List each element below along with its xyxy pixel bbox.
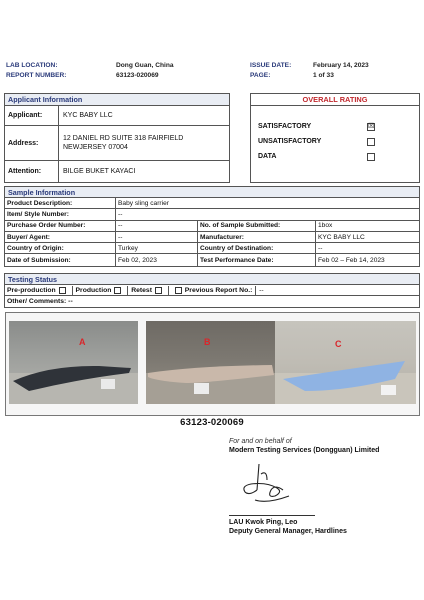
testing-status-table xyxy=(4,273,420,308)
attention-value: BILGE BUKET KAYACI xyxy=(63,168,136,175)
retest-label: Retest xyxy=(131,286,152,294)
sample-info-title: Sample Information xyxy=(5,187,419,198)
on-behalf-text: For and on behalf of xyxy=(229,438,292,445)
company-name: Modern Testing Services (Dongguan) Limited xyxy=(229,447,380,454)
product-description-value: Baby sling carrier xyxy=(118,199,169,207)
previous-report-value: -- xyxy=(259,286,264,294)
photo-panel-c xyxy=(275,321,416,404)
issue-date-value: February 14, 2023 xyxy=(313,62,369,69)
divider xyxy=(72,286,73,295)
applicant-value: KYC BABY LLC xyxy=(63,112,113,119)
signatory-position: Deputy General Manager, Hardlines xyxy=(229,528,347,535)
pre-production-checkbox xyxy=(59,287,66,294)
manufacturer-label: Manufacturer: xyxy=(198,232,316,242)
country-destination-label: Country of Destination: xyxy=(198,243,316,253)
other-comments: Other/ Comments: -- xyxy=(7,298,73,305)
rating-unsatisfactory-checkbox xyxy=(367,138,375,146)
rating-satisfactory-checkbox: ☒ xyxy=(368,123,375,130)
report-number-value: 63123-020069 xyxy=(116,72,159,79)
num-samples-value: 1box xyxy=(318,222,333,230)
address-value: 12 DANIEL RD SUITE 318 FAIRFIELD NEWJERSEY 07004 xyxy=(63,135,184,151)
divider xyxy=(127,286,128,295)
photo-letter-c: C xyxy=(335,339,342,349)
testing-status-row xyxy=(5,285,419,296)
attention-label: Attention: xyxy=(5,161,59,182)
buyer-agent-label: Buyer/ Agent: xyxy=(5,232,116,242)
signatory-name: LAU Kwok Ping, Leo xyxy=(229,519,298,526)
sling-carrier-c-image xyxy=(275,321,416,404)
production-checkbox xyxy=(114,287,121,294)
rating-data-label: DATA xyxy=(258,153,277,160)
item-style-label: Item/ Style Number: xyxy=(5,209,116,219)
signature-image xyxy=(237,460,297,508)
rating-data-checkbox xyxy=(367,153,375,161)
manufacturer-value: KYC BABY LLC xyxy=(318,233,365,241)
table-row xyxy=(5,254,419,265)
purchase-order-value: -- xyxy=(116,221,198,231)
photo-letter-b: B xyxy=(204,337,211,347)
attention-row xyxy=(5,161,229,182)
table-row xyxy=(5,209,419,220)
table-row xyxy=(5,232,419,243)
rating-satisfactory-label: SATISFACTORY xyxy=(258,123,312,130)
buyer-agent-value: -- xyxy=(116,232,198,242)
lab-location-label: LAB LOCATION: xyxy=(6,62,58,69)
sling-carrier-b-image xyxy=(146,321,275,404)
overall-rating-box xyxy=(250,93,420,183)
submission-date-label: Date of Submission: xyxy=(5,254,116,265)
num-samples-label: No. of Sample Submitted: xyxy=(198,221,316,231)
rating-unsatisfactory-label: UNSATISFACTORY xyxy=(258,138,322,145)
previous-report-checkbox xyxy=(175,287,182,294)
previous-report-label: Previous Report No.: xyxy=(184,286,253,294)
country-destination-value: -- xyxy=(318,244,323,252)
performance-date-value: Feb 02 – Feb 14, 2023 xyxy=(318,256,385,264)
submission-date-value: Feb 02, 2023 xyxy=(116,254,198,265)
production-label: Production xyxy=(75,286,112,294)
divider xyxy=(168,286,169,295)
applicant-row xyxy=(5,106,229,126)
pre-production-label: Pre-production xyxy=(7,286,56,294)
address-label: Address: xyxy=(5,126,59,160)
photo-caption: 63123-020069 xyxy=(180,417,244,428)
address-row xyxy=(5,126,229,161)
testing-status-title: Testing Status xyxy=(5,274,419,285)
page-value: 1 of 33 xyxy=(313,72,334,79)
table-row xyxy=(5,221,419,232)
performance-date-label: Test Performance Date: xyxy=(198,254,316,265)
divider xyxy=(255,286,256,295)
country-origin-value: Turkey xyxy=(116,243,198,253)
sample-info-table xyxy=(4,186,420,267)
photo-panel-b xyxy=(146,321,275,404)
applicant-info-box xyxy=(4,93,230,183)
page-label: PAGE: xyxy=(250,72,271,79)
photo-letter-a: A xyxy=(79,337,86,347)
overall-rating-title: OVERALL RATING xyxy=(251,94,419,106)
table-row xyxy=(5,198,419,209)
table-row xyxy=(5,243,419,254)
report-number-label: REPORT NUMBER: xyxy=(6,72,67,79)
applicant-info-title: Applicant Information xyxy=(5,94,229,106)
sample-photo xyxy=(5,312,420,416)
item-style-value: -- xyxy=(118,210,123,218)
issue-date-label: ISSUE DATE: xyxy=(250,62,292,69)
sling-carrier-a-image xyxy=(9,321,138,404)
purchase-order-label: Purchase Order Number: xyxy=(5,221,116,231)
applicant-label: Applicant: xyxy=(5,106,59,125)
signature-line xyxy=(229,515,315,516)
lab-location-value: Dong Guan, China xyxy=(116,62,174,69)
product-description-label: Product Description: xyxy=(5,198,116,208)
photo-panel-a xyxy=(9,321,138,404)
country-origin-label: Country of Origin: xyxy=(5,243,116,253)
retest-checkbox xyxy=(155,287,162,294)
